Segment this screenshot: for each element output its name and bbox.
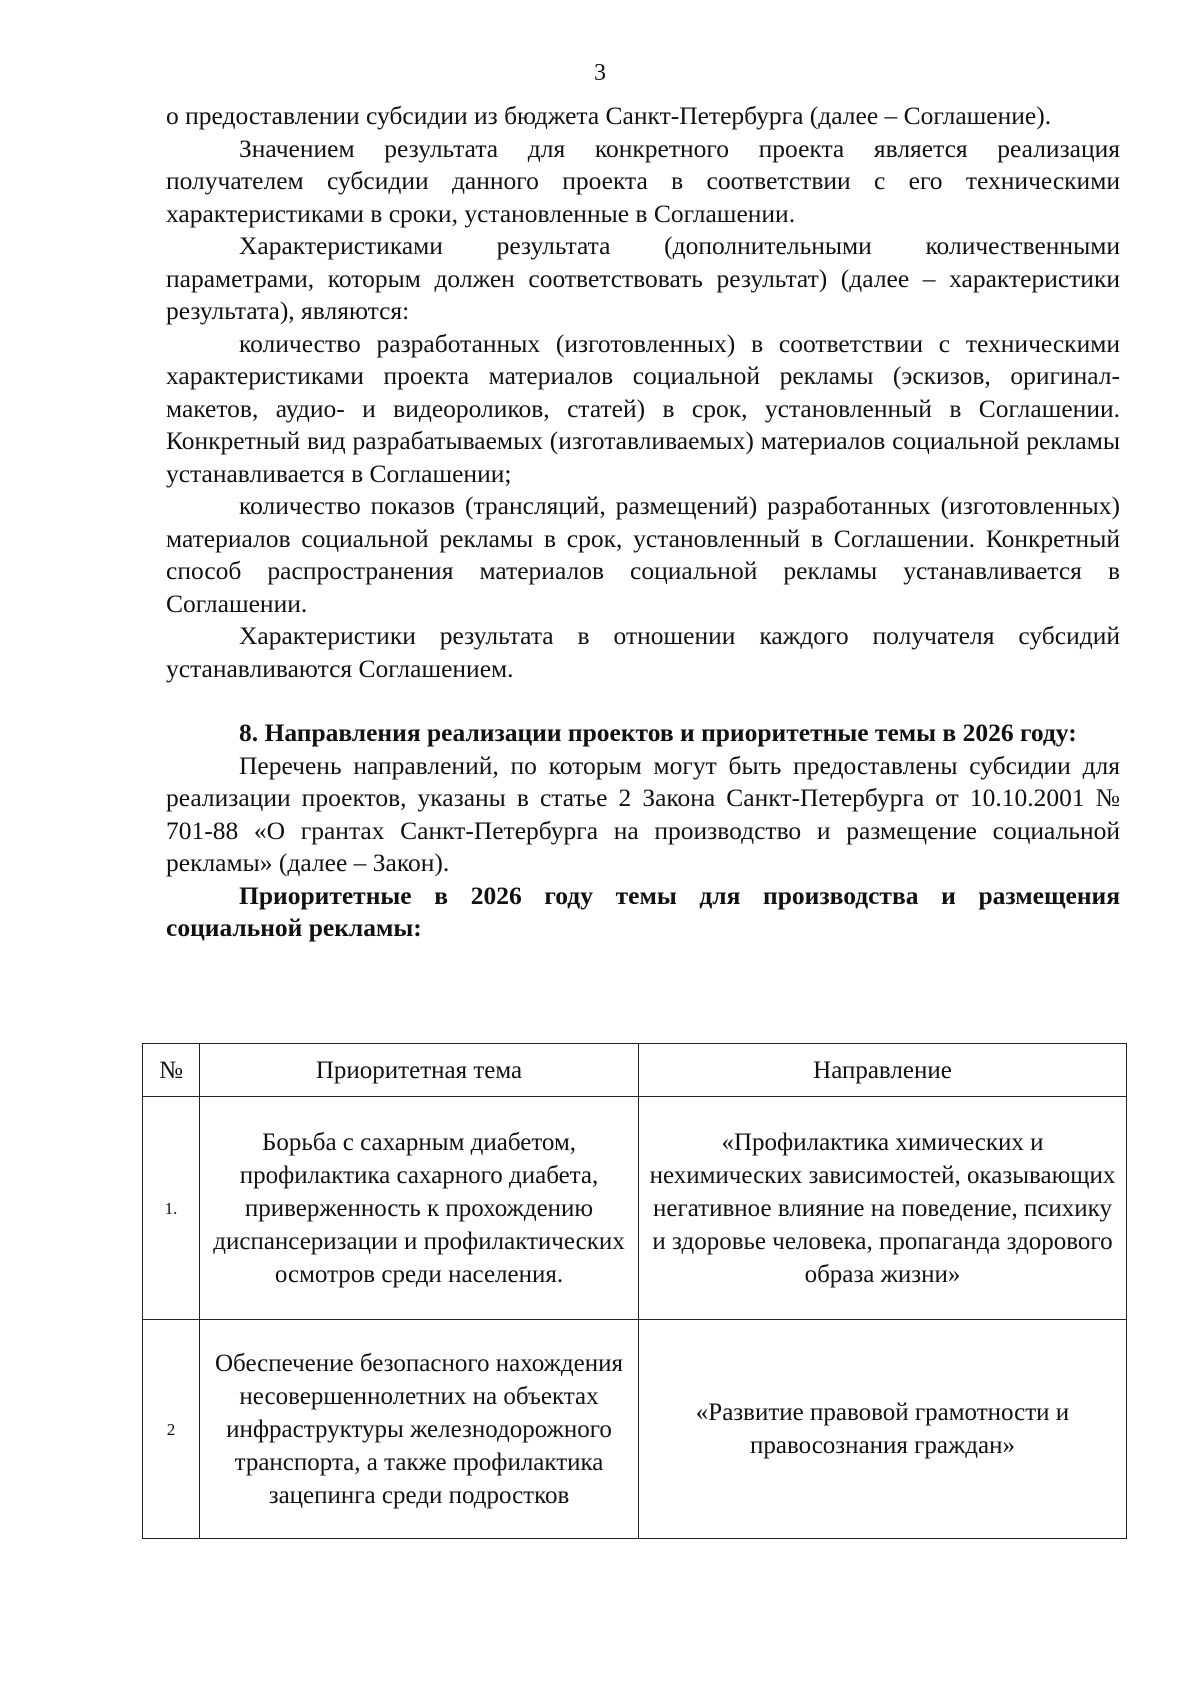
paragraph-materials-count: количество разработанных (изготовленных) в соответствии с техническими характеристиками проекта материалов социальной рекламы (эскизов, оригинал-макетов, аудио- и видеороликов, статей) в срок, установленный в Соглашении. Конкретный вид разрабатываемых (изготавливаемых) материалов социальной рекламы устанавливается в Соглашении; bbox=[166, 328, 1120, 488]
table-row bbox=[143, 1097, 1127, 1320]
paragraph-shows-count: количество показов (трансляций, размещений) разработанных (изготовленных) материалов социальной рекламы в срок, установленный в Соглашении. Конкретный способ распространения материалов социальной рекламы устанавливается в Соглашении. bbox=[166, 491, 1120, 618]
table-caption: Приоритетные в 2026 году темы для производства и размещения социальной рекламы: bbox=[166, 880, 1120, 942]
row-number: 2 bbox=[143, 1320, 200, 1539]
page-number: 3 bbox=[594, 60, 606, 86]
paragraph-directions-list: Перечень направлений, по которым могут быть предоставлены субсидии для реализации проектов, указаны в статье 2 Закона Санкт-Петербурга от 10.10.2001 № 701-88 «О грантах Санкт-Петербурга на производство и размещение социальной рекламы» (далее – Закон). bbox=[166, 750, 1120, 877]
paragraph-agreement: о предоставлении субсидии из бюджета Санкт-Петербурга (далее – Соглашение). bbox=[166, 101, 1052, 130]
row-direction: «Профилактика химических и нехимических зависимостей, оказывающих негативное влияние на поведение, психику и здоровье человека, пропаганда здорового образа жизни» bbox=[639, 1097, 1127, 1320]
row-topic: Обеспечение безопасного нахождения несовершеннолетних на объектах инфраструктуры железнодорожного транспорта, а также профилактика зацепинга среди подростков bbox=[200, 1320, 639, 1539]
row-direction: «Развитие правовой грамотности и правосознания граждан» bbox=[639, 1320, 1127, 1539]
document-body bbox=[166, 100, 1120, 945]
row-topic: Борьба с сахарным диабетом, профилактика сахарного диабета, приверженность к прохождению диспансеризации и профилактических осмотров среди населения. bbox=[200, 1097, 639, 1320]
table-row bbox=[143, 1320, 1127, 1539]
table-header-row bbox=[143, 1044, 1127, 1097]
priority-topics-table bbox=[142, 1043, 1127, 1539]
paragraph-characteristics-established: Характеристики результата в отношении каждого получателя субсидий устанавливаются Соглашением. bbox=[166, 621, 1120, 683]
header-direction: Направление bbox=[639, 1044, 1127, 1097]
section-heading: 8. Направления реализации проектов и приоритетные темы в 2026 году: bbox=[239, 718, 1077, 747]
header-number: № bbox=[143, 1044, 200, 1097]
row-number: 1. bbox=[143, 1097, 200, 1320]
paragraph-result-characteristics: Характеристиками результата (дополнительными количественными параметрами, которым должен соответствовать результат) (далее – характеристики результата), являются: bbox=[166, 231, 1120, 325]
header-topic: Приоритетная тема bbox=[200, 1044, 639, 1097]
paragraph-result-value: Значением результата для конкретного проекта является реализация получателем субсидии данного проекта в соответствии с его техническими характеристиками в сроки, установленные в Соглашении. bbox=[166, 133, 1120, 228]
